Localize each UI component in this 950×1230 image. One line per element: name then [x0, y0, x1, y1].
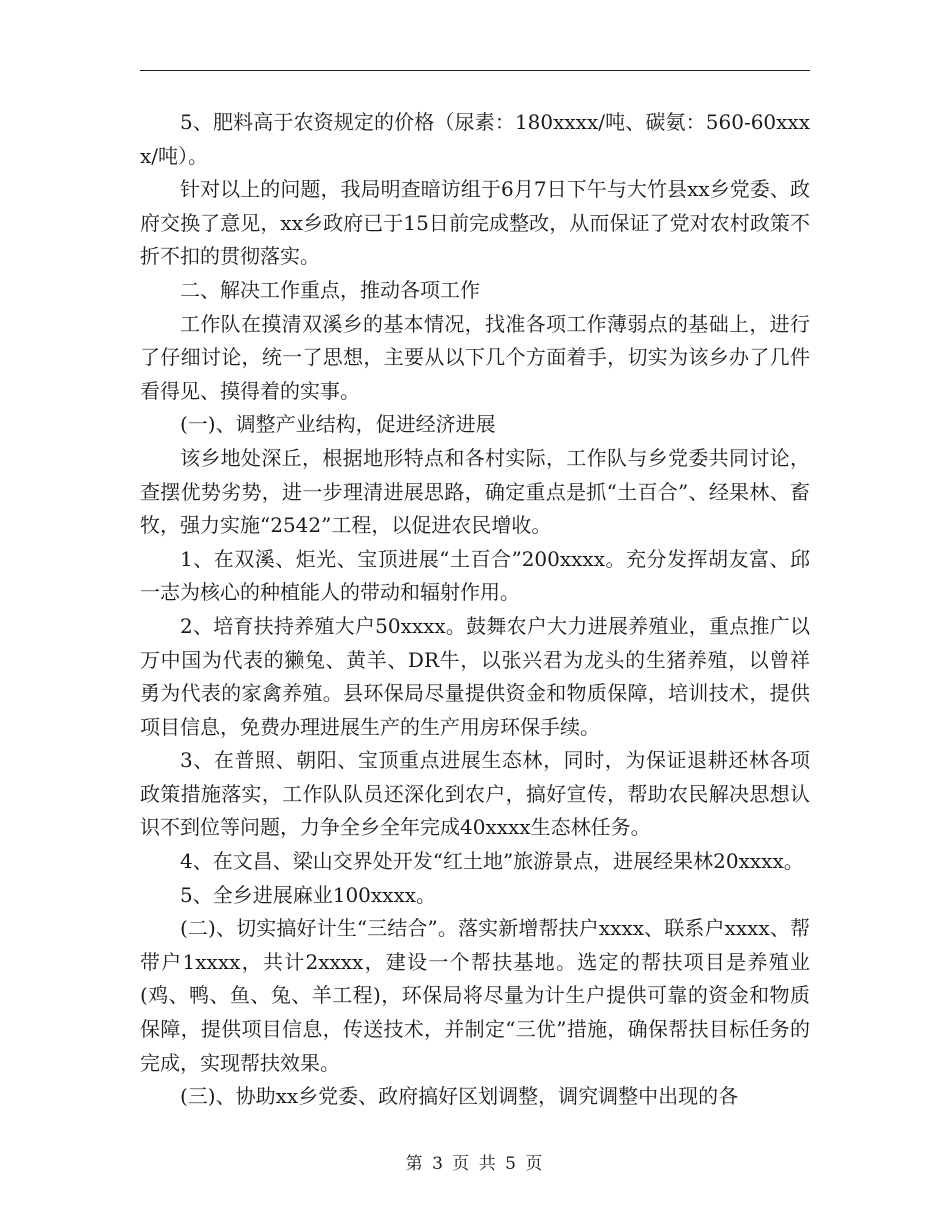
paragraph-industry: 该乡地处深丘，根据地形特点和各村实际，工作队与乡党委共同讨论，查摆优势劣势，进一步理清进展思路，确定重点是抓“土百合”、经果林、畜牧，强力实施“2542”工程，以促进农民增收。 — [140, 445, 810, 538]
header-rule — [140, 70, 810, 71]
list-item-1: 1、在双溪、炬光、宝顶进展“土百合”200xxxx。充分发挥胡友富、邱一志为核心的种植能人的带动和辐射作用。 — [140, 546, 810, 605]
document-body — [140, 106, 810, 1114]
list-item-3: 3、在普照、朝阳、宝顶重点进展生态林，同时，为保证退耕还林各项政策措施落实，工作队队员还深化到农户，搞好宣传，帮助农民解决思想认识不到位等问题，力争全乡全年完成40xxxx生态林任务。 — [140, 748, 810, 840]
list-item-2: 2、培育扶持养殖大户50xxxx。鼓舞农户大力进展养殖业，重点推广以万中国为代表的獭兔、黄羊、DR牛，以张兴君为龙头的生猪养殖，以曾祥勇为代表的家禽养殖。县环保局尽量提供资金和物质保障，培训技术，提供项目信息，免费办理进展生产的生产用房环保手续。 — [140, 613, 810, 739]
page-number-footer: 第 3 页 共 5 页 — [405, 1154, 545, 1174]
list-item-4: 4、在文昌、梁山交界处开发“红土地”旅游景点，进展经果林20xxxx。 — [180, 849, 804, 874]
subsection-heading-2: (二)、切实搞好计生“三结合”。落实新增帮扶户xxxx、联系户xxxx、帮带户1xxxx，共计2xxxx，建设一个帮扶基地。选定的帮扶项目是养殖业(鸡、鸭、鱼、兔、羊工程)，环保局将尽量为计生户提供可靠的资金和物质保障，提供项目信息，传送技术，并制定“三优”措施，确保帮扶目标任务的完成，实现帮扶效果。 — [140, 916, 810, 1075]
paragraph-fertilizer-price: 5、肥料高于农资规定的价格（尿素：180xxxx/吨、碳氨：560-60xxxx/吨）。 — [140, 110, 810, 168]
paragraph-rectification: 针对以上的问题，我局明查暗访组于6月7日下午与大竹县xx乡党委、政府交换了意见，xx乡政府已于15日前完成整改，从而保证了党对农村政策不折不扣的贯彻落实。 — [140, 177, 810, 269]
subsection-heading-1: (一)、调整产业结构，促进经济进展 — [180, 412, 496, 437]
subsection-heading-3: (三)、协助xx乡党委、政府搞好区划调整，调究调整中出现的各 — [180, 1084, 739, 1109]
section-heading-2: 二、解决工作重点，推动各项工作 — [180, 277, 480, 302]
list-item-5: 5、全乡进展麻业100xxxx。 — [180, 882, 437, 907]
paragraph-work-team: 工作队在摸清双溪乡的基本情况，找准各项工作薄弱点的基础上，进行了仔细讨论，统一了思想，主要从以下几个方面着手，切实为该乡办了几件看得见、摸得着的实事。 — [140, 311, 810, 403]
